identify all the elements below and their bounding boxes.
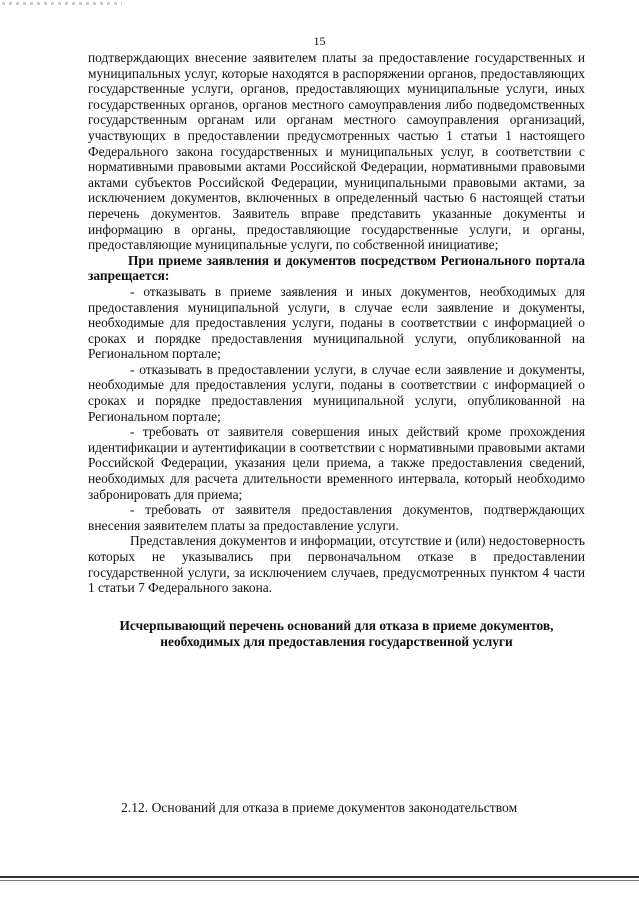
- section-heading: Исчерпывающий перечень оснований для отказа в приеме документов, необходимых для предоставления государственной услуги: [119, 617, 554, 649]
- document-body: [88, 50, 585, 663]
- page-bottom-border-secondary: [0, 880, 639, 881]
- list-item: - требовать от заявителя совершения иных действий кроме прохождения идентификации и аутентификации в соответствии с нормативными правовыми актами Российской Федерации, указания цели приема, а также предоставления сведений, необходимых для расчета длительности временного интервала, который необходимо забронировать для приема;: [88, 424, 585, 502]
- page-bottom-border: [0, 876, 639, 878]
- section-2-12: 2.12. Оснований для отказа в приеме документов законодательством: [121, 800, 518, 815]
- page-number: 15: [313, 34, 326, 48]
- paragraph-continued: подтверждающих внесение заявителем платы за предоставление государственных и муниципальных услуг, которые находятся в распоряжении органов, предоставляющих государственные услуги, органов, предоставляющих муниципальные услуги, иных государственных органов, органов местного самоуправления либо подведомственных государственным органам или органам местного самоуправления организаций, участвующих в предоставлении предусмотренных частью 1 статьи 1 настоящего Федерального закона государственных и муниципальных услуг, в соответствии с нормативными правовыми актами Российской Федерации, нормативными правовыми актами субъектов Российской Федерации, муниципальными правовыми актами, за исключением документов, включенных в определенный частью 6 настоящей статьи перечень документов. Заявитель вправе представить указанные документы и информацию в органы, предоставляющие государственные услуги, и органы, предоставляющие муниципальные услуги, по собственной инициативе;: [88, 50, 585, 253]
- scan-artifact: [2, 2, 122, 5]
- list-item: - требовать от заявителя предоставления документов, подтверждающих внесения заявителем платы за предоставление услуги.: [88, 502, 585, 533]
- paragraph-documents-info: Представления документов и информации, отсутствие и (или) недостоверность которых не указывались при первоначальном отказе в предоставлении государственной услуги, за исключением случаев, предусмотренных пунктом 4 части 1 статьи 7 Федерального закона.: [88, 533, 585, 596]
- list-item: - отказывать в приеме заявления и иных документов, необходимых для предоставления муниципальной услуги, в случае если заявление и документы, необходимые для предоставления услуги, поданы в соответствии с информацией о сроках и порядке предоставления муниципальной услуги, опубликованной на Региональном портале;: [88, 283, 585, 362]
- list-item: - отказывать в предоставлении услуги, в случае если заявление и документы, необходимые для предоставления услуги, поданы в соответствии с информацией о сроках и порядке предоставления муниципальной услуги, опубликованной на Региональном портале;: [88, 361, 585, 424]
- paragraph-portal-prohibitions: При приеме заявления и документов посредством Регионального портала запрещается:: [88, 252, 585, 284]
